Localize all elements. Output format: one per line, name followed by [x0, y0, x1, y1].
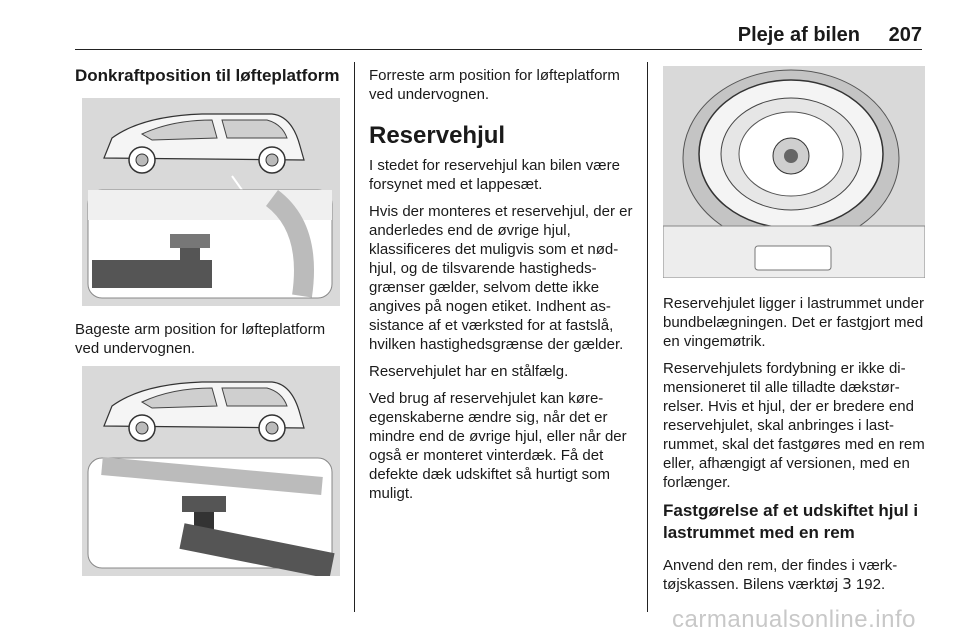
paragraph: Ved brug af reservehjulet kan køreegenskaberne ændre sig, når det er mindre end de øvrige hjul, eller når der også er monteret vinterdæk. Få det defekte dæk udskiftet så hurtigt som muligt.	[369, 390, 627, 502]
paragraph-last-text: Anvend den rem, der findes i værktøjskassen. Bilens værktøj	[663, 557, 898, 593]
paragraph: Reservehjulet ligger i lastrummet under bundbelægningen. Det er fastgjort med en vingemøtrik.	[663, 295, 924, 350]
column-divider-right	[647, 62, 648, 612]
figure-spare-wheel-in-trunk	[663, 66, 925, 278]
figure-rear-lift-position	[82, 366, 340, 576]
page-header-title: Pleje af bilen	[737, 24, 860, 46]
caption-rear-arm	[75, 320, 351, 366]
section-heading-lift-position: Donkraftposition til løfteplatform	[75, 66, 340, 85]
paragraph: Reservehjulets fordybning er ikke dimensioneret til alle tilladte dækstørrelser. Hvis et hjul, der er bredere end reservehjulet, skal anbringes i lastrummet, skal det fastgøres med en rem eller, afhængigt af versionen, med en forlænger.	[663, 360, 925, 491]
reference-page-link[interactable]: 192.	[851, 576, 886, 593]
right-column	[663, 294, 933, 602]
column-divider-left	[354, 62, 355, 612]
paragraph: Reservehjulet har en stålfælg.	[369, 363, 569, 380]
left-column	[75, 66, 345, 86]
section-title-spare-wheel: Reservehjul	[369, 122, 506, 149]
page-number: 207	[888, 24, 922, 46]
header-rule	[75, 49, 922, 50]
caption-rear-arm-text: Bageste arm position for løfteplatform ved undervognen.	[75, 321, 326, 357]
paragraph: Hvis der monteres et reservehjul, der er anderledes end de øvrige hjul, klassificeres det muligvis som et nødhjul, og de tilsvarende hastighedsgrænser gælder, selvom dette ikke angives på nogen etiket. Indhent assistance af et værksted for at fastslå, hvilken hastighedsgrænse der gælder.	[369, 203, 633, 353]
reference-arrow-icon: 3	[842, 575, 852, 593]
paragraph-last	[663, 556, 933, 594]
figure-front-lift-position	[82, 98, 340, 306]
middle-column	[369, 66, 635, 511]
caption-front-arm-text: Forreste arm position for løfteplatform ved undervognen.	[369, 67, 620, 103]
subheading-secure-wheel: Fastgørelse af et udskiftet hjul i lastrummet med en rem	[663, 501, 919, 542]
paragraph: I stedet for reservehjul kan bilen være forsynet med et lappesæt.	[369, 157, 620, 193]
watermark: carmanualsonline.info	[672, 606, 916, 633]
